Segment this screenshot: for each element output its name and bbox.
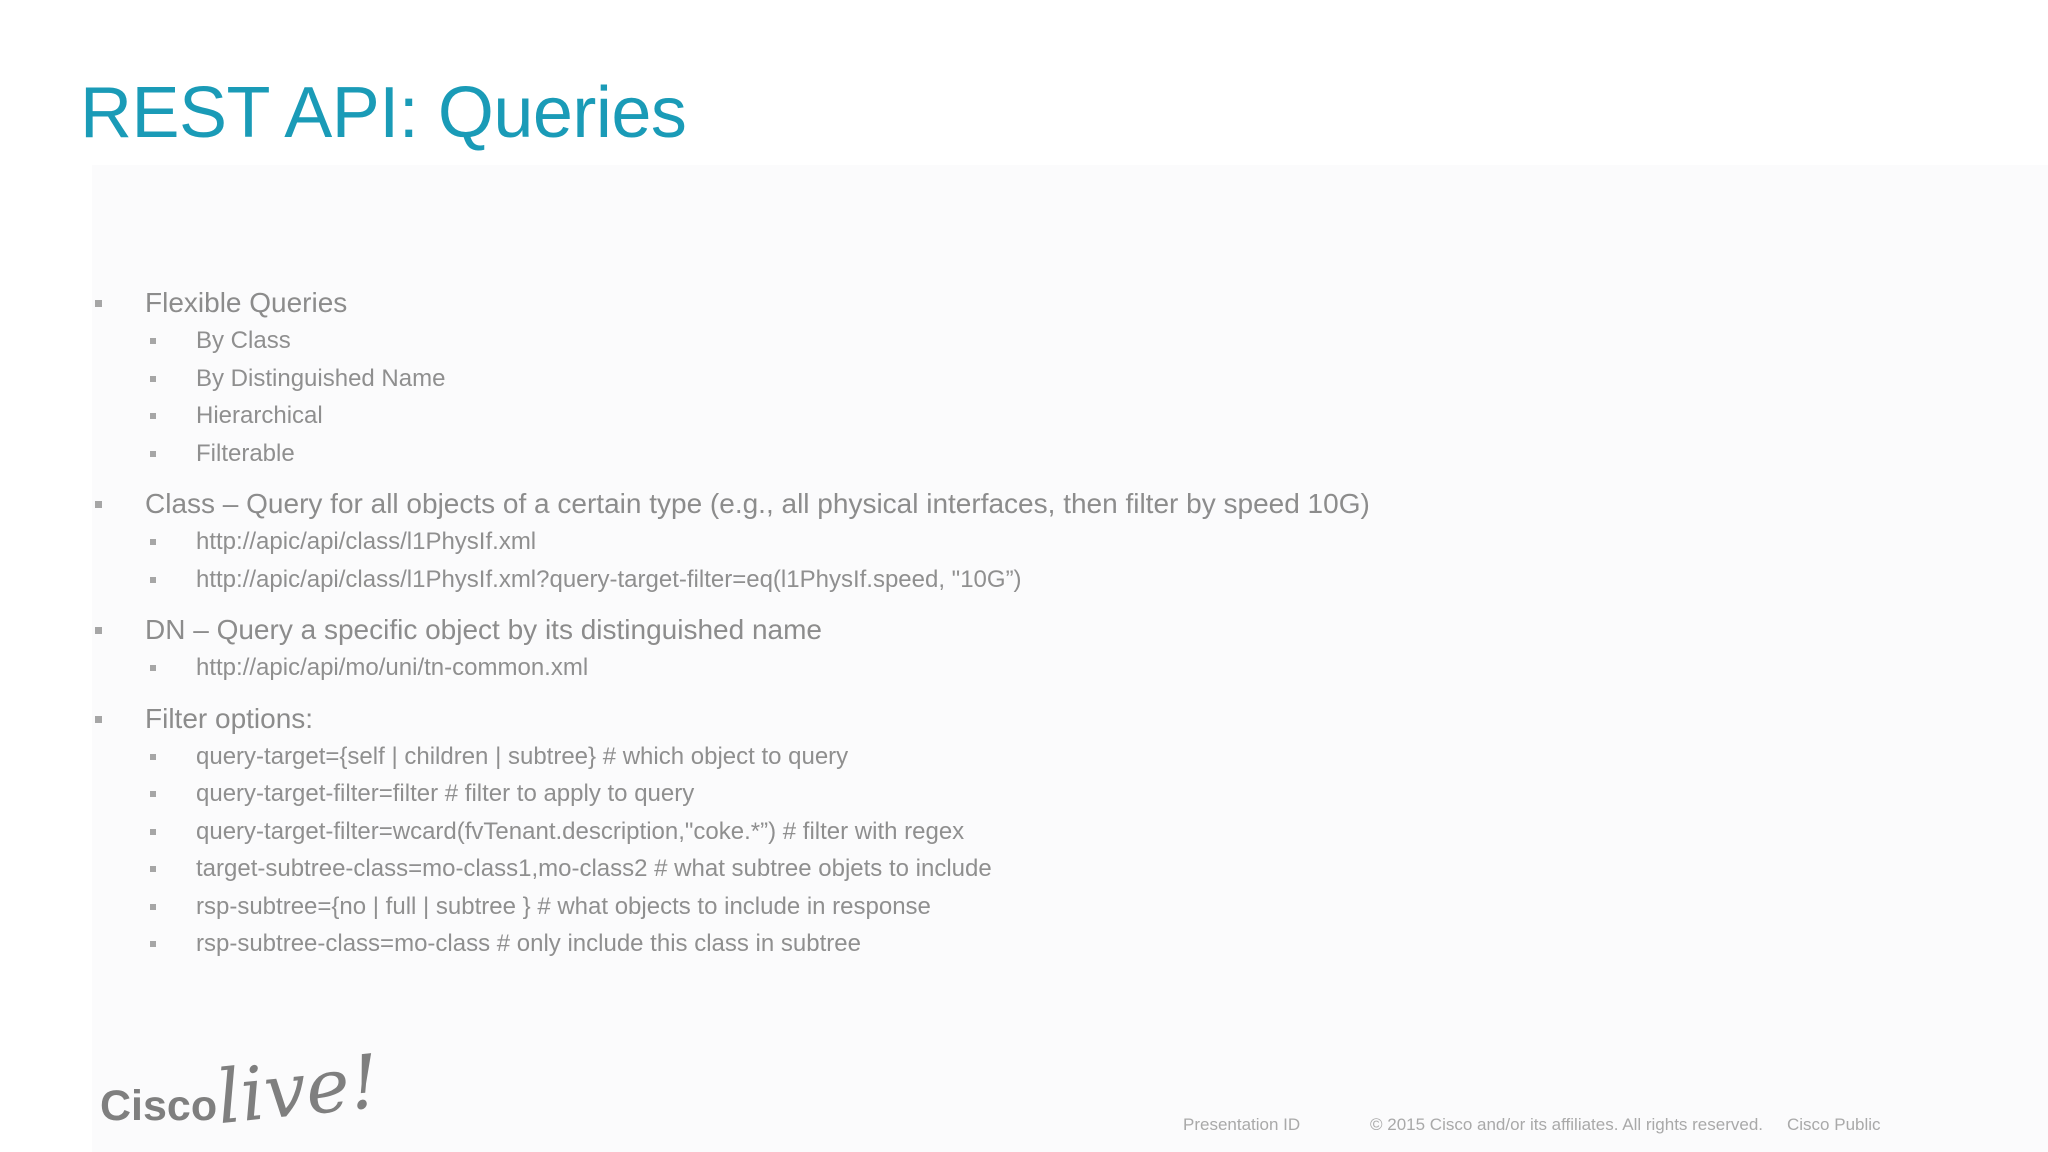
bullet-text: Flexible Queries (145, 287, 348, 318)
bullet-text: rsp-subtree-class=mo-class # only include this class in subtree (196, 930, 861, 957)
footer-presentation-id: Presentation ID (1183, 1115, 1301, 1134)
bullet-text: target-subtree-class=mo-class1,mo-class2 # what subtree objets to include (196, 855, 992, 882)
bullet-level1 (95, 284, 1695, 322)
bullet-text: Class – Query for all objects of a certain type (e.g., all physical interfaces, then filter by speed 10G) (145, 488, 1370, 519)
bullet-level2 (95, 435, 1695, 473)
bullet-level2 (95, 561, 1695, 599)
bullet-text: Hierarchical (196, 402, 323, 429)
bullet-level2 (95, 322, 1695, 360)
bullet-text: query-target-filter=wcard(fvTenant.description,"coke.*”) # filter with regex (196, 817, 965, 845)
bullet-square-icon (150, 376, 156, 382)
bullet-square-icon (150, 904, 156, 910)
bullet-group-dn-query (95, 611, 1695, 687)
bullet-level2 (95, 523, 1695, 561)
bullet-square-icon (150, 413, 156, 419)
footer-classification: Cisco Public (1787, 1115, 1881, 1134)
bullet-level2 (95, 775, 1695, 813)
bullet-text: Filterable (196, 439, 295, 467)
bullet-text: query-target-filter=filter # filter to apply to query (196, 780, 695, 807)
footer-copyright: © 2015 Cisco and/or its affiliates. All rights reserved. (1370, 1115, 1764, 1134)
url-text: http://apic/api/class/l1PhysIf.xml?query-target-filter=eq(l1PhysIf.speed, "10G”) (196, 565, 1022, 593)
bullet-square-icon (95, 716, 102, 723)
bullet-text: rsp-subtree={no | full | subtree } # what objects to include in response (196, 892, 931, 920)
bullet-level2 (95, 813, 1695, 851)
bullet-level2 (95, 925, 1695, 963)
bullet-square-icon (95, 501, 102, 508)
bullet-text: By Distinguished Name (196, 364, 446, 392)
bullet-group-filter-options (95, 700, 1695, 963)
bullet-level2 (95, 888, 1695, 926)
bullet-level1 (95, 611, 1695, 649)
bullet-text: DN – Query a specific object by its distinguished name (145, 614, 822, 645)
bullet-square-icon (150, 338, 156, 344)
bullet-square-icon (150, 791, 156, 797)
bullet-square-icon (150, 941, 156, 947)
logo-event-text: live! (212, 1038, 384, 1142)
bullet-square-icon (150, 754, 156, 760)
bullet-square-icon (150, 829, 156, 835)
bullet-level1 (95, 485, 1695, 523)
bullet-text: Filter options: (145, 702, 314, 734)
bullet-square-icon (150, 577, 156, 583)
bullet-group-class-query (95, 485, 1695, 598)
bullet-square-icon (150, 539, 156, 545)
bullet-level2 (95, 397, 1695, 435)
bullet-group-flexible-queries (95, 284, 1695, 472)
bullet-text: By Class (196, 327, 291, 354)
bullet-level2 (95, 850, 1695, 888)
bullet-level2 (95, 360, 1695, 398)
bullet-square-icon (150, 665, 156, 671)
url-text: http://apic/api/mo/uni/tn-common.xml (196, 654, 589, 681)
bullet-square-icon (150, 866, 156, 872)
bullet-level1 (95, 700, 1695, 738)
bullet-square-icon (150, 451, 156, 457)
logo-brand-text: Cisco (100, 1082, 218, 1130)
slide-title: REST API: Queries (80, 73, 687, 153)
bullet-level2 (95, 649, 1695, 687)
cisco-live-logo (100, 1038, 384, 1142)
bullet-square-icon (95, 627, 102, 634)
bullet-text: query-target={self | children | subtree} # which object to query (196, 742, 849, 770)
bullet-square-icon (95, 300, 102, 307)
bullet-level2 (95, 738, 1695, 776)
bullet-list (95, 284, 1695, 976)
url-text: http://apic/api/class/l1PhysIf.xml (196, 528, 537, 555)
